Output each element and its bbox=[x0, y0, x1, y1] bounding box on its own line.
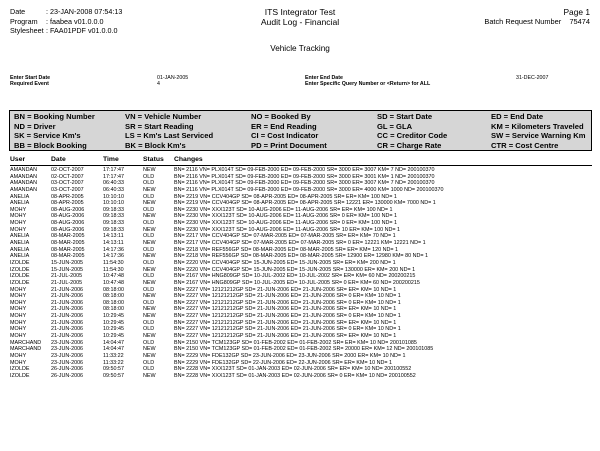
run-date-label: Date bbox=[10, 7, 26, 16]
legend-item: ED = End Date bbox=[491, 112, 544, 121]
row-time: 09:50:57 bbox=[103, 366, 124, 373]
table-body bbox=[10, 167, 592, 380]
row-time: 14:17:36 bbox=[103, 253, 124, 260]
batch-number: 75474 bbox=[569, 17, 590, 26]
row-status: NEW bbox=[143, 306, 156, 313]
row-time: 11:54:30 bbox=[103, 259, 124, 266]
table-row bbox=[10, 340, 592, 347]
table-row bbox=[10, 194, 592, 201]
table-row bbox=[10, 293, 592, 300]
row-user: MOHY bbox=[10, 206, 27, 213]
audit-log-table bbox=[10, 156, 592, 379]
row-time: 14:04:47 bbox=[103, 339, 124, 346]
column-header-user: User bbox=[10, 156, 26, 163]
row-time: 17:17:47 bbox=[103, 173, 124, 180]
row-status: OLD bbox=[143, 359, 155, 366]
row-user: MOHY bbox=[10, 299, 27, 306]
row-changes: BN= 2116 VN= PLX014T SD= 09-FEB-2000 ED= 09-FEB-2000 SR= 3000 ER= 4000 KM= 1000 ND= 200100370 bbox=[174, 186, 444, 193]
row-changes: BN= 2150 VN= TCM123GP SD= 01-FEB-2002 ED= 01-FEB-2002 SR= ER= KM= 10 ND= 200101085 bbox=[174, 339, 417, 346]
row-user: IZOLDE bbox=[10, 259, 30, 266]
legend-item: BB = Block Booking bbox=[14, 140, 87, 150]
table-row bbox=[10, 326, 592, 333]
row-changes: BN= 2227 VN= 12121212GP SD= 21-JUN-2006 ED= 21-JUN-2006 SR= ER= KM= 10 ND= 1 bbox=[174, 306, 397, 313]
row-time: 09:50:57 bbox=[103, 372, 124, 379]
table-row bbox=[10, 366, 592, 373]
row-time: 08:18:00 bbox=[103, 293, 124, 300]
row-changes: BN= 2227 VN= 12121212GP SD= 21-JUN-2006 ED= 21-JUN-2006 SR= ER= KM= 10 ND= 1 bbox=[174, 333, 397, 340]
start-date-value: 01-JAN-2005 bbox=[157, 75, 189, 81]
table-row bbox=[10, 360, 592, 367]
row-user: MOHY bbox=[10, 286, 27, 293]
row-status: NEW bbox=[143, 346, 156, 353]
row-date: 21-JUL-2005 bbox=[51, 279, 83, 286]
row-date: 21-JUL-2005 bbox=[51, 273, 83, 280]
legend-item: LS = Km's Last Serviced bbox=[125, 131, 214, 140]
row-user: MOHY bbox=[10, 306, 27, 313]
row-status: OLD bbox=[143, 299, 155, 306]
row-user: ANELIA bbox=[10, 193, 30, 200]
row-changes: BN= 2218 VN= REF556GP SD= 08-MAR-2005 ED= 08-MAR-2005 SR= 12900 ER= 12980 KM= 80 ND= 1 bbox=[174, 253, 428, 260]
start-date-label: Enter Start Date bbox=[10, 75, 51, 81]
table-row bbox=[10, 320, 592, 327]
table-row bbox=[10, 346, 592, 353]
table-row bbox=[10, 333, 592, 340]
header-rule bbox=[10, 165, 592, 166]
legend-item: KM = Kilometers Traveled bbox=[491, 121, 584, 131]
row-date: 08-MAR-2005 bbox=[51, 253, 85, 260]
row-changes: BN= 2116 VN= PLX014T SD= 09-FEB-2000 ED= 09-FEB-2000 SR= 3000 ER= 3007 KM= 7 ND= 200100370 bbox=[174, 180, 435, 187]
table-row bbox=[10, 227, 592, 234]
row-status: NEW bbox=[143, 253, 156, 260]
row-changes: BN= 2229 VN= FDE132GP SD= 23-JUN-2006 ED= 23-JUN-2006 SR= 2000 ER= KM= 10 ND= 1 bbox=[174, 352, 406, 359]
legend-item: ND = Driver bbox=[14, 121, 56, 131]
row-changes: BN= 2230 VN= XXX123T SD= 10-AUG-2006 ED= 11-AUG-2006 SR= 0 ER= KM= 100 ND= 1 bbox=[174, 213, 398, 220]
row-time: 06:40:33 bbox=[103, 186, 124, 193]
row-changes: BN= 2116 VN= PLX014T SD= 09-FEB-2000 ED= 09-FEB-2000 SR= 3000 ER= 3007 KM= 7 ND= 200100370 bbox=[174, 167, 435, 173]
legend-item: CTR = Cost Centre bbox=[491, 140, 559, 150]
table-row bbox=[10, 233, 592, 240]
row-date: 21-JUN-2006 bbox=[51, 313, 84, 320]
row-user: AMANDAN bbox=[10, 167, 37, 173]
row-changes: BN= 2220 VN= CCV404GP SD= 15-JUN-2005 ED= 15-JUN-2005 SR= 130000 ER= KM= 200 ND= 1 bbox=[174, 266, 416, 273]
row-date: 15-JUN-2005 bbox=[51, 266, 84, 273]
row-status: OLD bbox=[143, 339, 155, 346]
row-time: 10:10:10 bbox=[103, 193, 124, 200]
table-row bbox=[10, 373, 592, 380]
row-changes: BN= 2218 VN= REF556GP SD= 08-MAR-2005 ED= 08-MAR-2005 SR= ER= KM= 120 ND= 1 bbox=[174, 246, 399, 253]
table-row bbox=[10, 247, 592, 254]
legend-item: PD = Print Document bbox=[251, 140, 327, 150]
row-user: MOHY bbox=[10, 352, 27, 359]
row-status: OLD bbox=[143, 326, 155, 333]
row-status: NEW bbox=[143, 333, 156, 340]
row-changes: BN= 2227 VN= 12121212GP SD= 21-JUN-2006 ED= 21-JUN-2006 SR= 0 ER= KM= 10 ND= 1 bbox=[174, 313, 401, 320]
row-status: OLD bbox=[143, 366, 155, 373]
row-user: ANELIA bbox=[10, 200, 30, 207]
query-number-label: Enter Specific Query Number or <Return> for ALL bbox=[305, 81, 431, 88]
row-user: MOHY bbox=[10, 226, 27, 233]
row-changes: BN= 2230 VN= XXX123T SD= 10-AUG-2006 ED= 11-AUG-2006 SR= 0 ER= KM= 100 ND= 1 bbox=[174, 220, 398, 227]
row-date: 08-MAR-2005 bbox=[51, 246, 85, 253]
row-time: 09:18:33 bbox=[103, 226, 124, 233]
row-status: NEW bbox=[143, 372, 156, 379]
row-changes: BN= 2217 VN= CCV404GP SD= 07-MAR-2005 ED= 07-MAR-2005 SR= ER= KM= 70 ND= 1 bbox=[174, 233, 396, 240]
row-changes: BN= 2167 VN= HNG809GP SD= 10-JUL-2002 ED= 10-JUL-2002 SR= ER= KM= 60 ND= 200200215 bbox=[174, 273, 416, 280]
row-user: IZOLDE bbox=[10, 279, 30, 286]
table-row bbox=[10, 213, 592, 220]
legend-item: CR = Charge Rate bbox=[377, 140, 442, 150]
table-row bbox=[10, 207, 592, 214]
row-user: MARCHAND bbox=[10, 339, 42, 346]
row-time: 14:13:11 bbox=[103, 233, 124, 240]
row-time: 10:47:48 bbox=[103, 279, 124, 286]
table-row bbox=[10, 300, 592, 307]
row-changes: BN= 2220 VN= CCV404GP SD= 15-JUN-2005 ED= 15-JUN-2005 SR= ER= KM= 200 ND= 1 bbox=[174, 259, 396, 266]
row-status: OLD bbox=[143, 246, 155, 253]
legend-item: BN = Booking Number bbox=[14, 112, 95, 121]
row-time: 10:10:10 bbox=[103, 200, 124, 207]
row-date: 08-AUG-2006 bbox=[51, 213, 85, 220]
row-time: 11:33:22 bbox=[103, 352, 124, 359]
row-status: OLD bbox=[143, 273, 155, 280]
row-date: 23-JUN-2006 bbox=[51, 346, 84, 353]
row-date: 08-APR-2005 bbox=[51, 193, 84, 200]
row-time: 08:18:00 bbox=[103, 286, 124, 293]
row-changes: BN= 2229 VN= FDE132GP SD= 22-JUN-2006 ED= 22-JUN-2006 SR= ER= KM= 10 ND= 1 bbox=[174, 359, 393, 366]
program-value: : faabea v01.0.0.0 bbox=[46, 16, 104, 26]
stylesheet-value: : FAA01PDF v01.0.0.0 bbox=[46, 26, 118, 36]
row-date: 02-OCT-2007 bbox=[51, 173, 84, 180]
row-status: NEW bbox=[143, 213, 156, 220]
row-time: 14:17:36 bbox=[103, 246, 124, 253]
table-row bbox=[10, 273, 592, 280]
row-time: 10:29:45 bbox=[103, 333, 124, 340]
row-changes: BN= 2228 VN= XXX123T SD= 01-JAN-2003 ED= 02-JUN-2006 SR= 0 ER= KM= 10 ND= 200100552 bbox=[174, 372, 416, 379]
row-status: OLD bbox=[143, 233, 155, 240]
row-date: 21-JUN-2006 bbox=[51, 326, 84, 333]
batch-line bbox=[484, 17, 590, 27]
required-event-label: Required Event bbox=[10, 81, 49, 88]
params-right-values bbox=[516, 75, 548, 81]
row-date: 21-JUN-2006 bbox=[51, 333, 84, 340]
row-date: 23-JUN-2006 bbox=[51, 359, 84, 366]
row-status: NEW bbox=[143, 226, 156, 233]
report-system-title: ITS Integrator Test bbox=[264, 7, 336, 17]
row-date: 08-AUG-2006 bbox=[51, 226, 85, 233]
end-date-label: Enter End Date bbox=[305, 75, 343, 81]
row-user: ANELIA bbox=[10, 240, 30, 247]
legend-item: SW = Service Warning Km bbox=[491, 131, 586, 140]
report-paging bbox=[484, 7, 590, 27]
row-time: 14:13:11 bbox=[103, 240, 124, 247]
legend-item: CI = Cost Indicator bbox=[251, 131, 319, 140]
row-time: 09:18:33 bbox=[103, 213, 124, 220]
row-date: 26-JUN-2006 bbox=[51, 366, 84, 373]
row-date: 03-OCT-2007 bbox=[51, 186, 84, 193]
row-status: NEW bbox=[143, 186, 156, 193]
row-status: OLD bbox=[143, 220, 155, 227]
row-time: 11:33:22 bbox=[103, 359, 124, 366]
row-date: 21-JUN-2006 bbox=[51, 293, 84, 300]
row-time: 08:18:00 bbox=[103, 299, 124, 306]
row-time: 08:18:00 bbox=[103, 306, 124, 313]
row-changes: BN= 2227 VN= 12121212GP SD= 21-JUN-2006 ED= 21-JUN-2006 SR= ER= KM= 10 ND= 1 bbox=[174, 286, 397, 293]
legend-item: NO = Booked By bbox=[251, 112, 311, 121]
row-date: 08-AUG-2006 bbox=[51, 220, 85, 227]
row-date: 21-JUN-2006 bbox=[51, 319, 84, 326]
stylesheet-line bbox=[10, 26, 122, 36]
table-row bbox=[10, 240, 592, 247]
legend-item: BK = Block Km's bbox=[125, 140, 186, 150]
column-header-time: Time bbox=[103, 156, 119, 163]
row-user: MOHY bbox=[10, 333, 27, 340]
page-number: Page 1 bbox=[563, 7, 590, 17]
table-row bbox=[10, 220, 592, 227]
row-status: OLD bbox=[143, 319, 155, 326]
program-label: Program bbox=[10, 16, 38, 26]
row-user: MOHY bbox=[10, 319, 27, 326]
run-date-value: : 23-JAN-2008 07:54:13 bbox=[46, 7, 123, 16]
row-user: AMANDAN bbox=[10, 180, 37, 187]
row-user: IZOLDE bbox=[10, 266, 30, 273]
row-changes: BN= 2228 VN= XXX123T SD= 01-JAN-2003 ED= 02-JUN-2006 SR= ER= KM= 10 ND= 200100552 bbox=[174, 366, 412, 373]
end-date-value: 31-DEC-2007 bbox=[516, 75, 549, 81]
row-user: MOHY bbox=[10, 326, 27, 333]
row-date: 21-JUN-2006 bbox=[51, 306, 84, 313]
row-status: NEW bbox=[143, 266, 156, 273]
row-user: ANELIA bbox=[10, 246, 30, 253]
row-user: ANELIA bbox=[10, 253, 30, 260]
legend-item: SK = Service Km's bbox=[14, 131, 81, 140]
row-changes: BN= 2116 VN= PLX014T SD= 09-FEB-2000 ED= 09-FEB-2000 SR= 3000 ER= 3001 KM= 1 ND= 200100370 bbox=[174, 173, 435, 180]
row-time: 06:40:33 bbox=[103, 180, 124, 187]
row-user: MOHY bbox=[10, 213, 27, 220]
row-user: AMANDAN bbox=[10, 186, 37, 193]
row-date: 08-MAR-2005 bbox=[51, 233, 85, 240]
report-title: Vehicle Tracking bbox=[270, 44, 330, 53]
row-time: 14:04:47 bbox=[103, 346, 124, 353]
row-changes: BN= 2230 VN= XXX123T SD= 10-AUG-2006 ED= 11-AUG-2006 SR= 10 ER= KM= 100 ND= 1 bbox=[174, 226, 401, 233]
table-row bbox=[10, 180, 592, 187]
row-time: 10:29:45 bbox=[103, 313, 124, 320]
table-row bbox=[10, 313, 592, 320]
row-user: MOHY bbox=[10, 293, 27, 300]
table-row bbox=[10, 167, 592, 174]
table-row bbox=[10, 260, 592, 267]
row-changes: BN= 2217 VN= CCV404GP SD= 07-MAR-2005 ED= 07-MAR-2005 SR= 0 ER= 12221 KM= 12221 ND= 1 bbox=[174, 240, 426, 247]
row-user: MOHY bbox=[10, 313, 27, 320]
column-header-status: Status bbox=[143, 156, 164, 163]
row-changes: BN= 2230 VN= XXX123T SD= 10-AUG-2006 ED= 11-AUG-2006 SR= ER= KM= 100 ND= 1 bbox=[174, 206, 393, 213]
row-changes: BN= 2227 VN= 12121212GP SD= 21-JUN-2006 ED= 21-JUN-2006 SR= 0 ER= KM= 10 ND= 1 bbox=[174, 326, 401, 333]
table-row bbox=[10, 200, 592, 207]
table-row bbox=[10, 287, 592, 294]
row-status: OLD bbox=[143, 180, 155, 187]
row-user: MOHY bbox=[10, 220, 27, 227]
stylesheet-label: Stylesheet bbox=[10, 26, 44, 36]
row-user: MOHY bbox=[10, 359, 27, 366]
row-user: IZOLDE bbox=[10, 273, 30, 280]
row-time: 09:18:33 bbox=[103, 220, 124, 227]
row-status: NEW bbox=[143, 279, 156, 286]
row-user: MARCHAND bbox=[10, 346, 42, 353]
row-user: IZOLDE bbox=[10, 366, 30, 373]
row-date: 15-JUN-2005 bbox=[51, 259, 84, 266]
row-date: 02-OCT-2007 bbox=[51, 167, 84, 173]
row-user: ANELIA bbox=[10, 233, 30, 240]
legend-item: CC = Creditor Code bbox=[377, 131, 448, 140]
row-status: NEW bbox=[143, 240, 156, 247]
row-time: 17:17:47 bbox=[103, 167, 124, 173]
row-date: 23-JUN-2006 bbox=[51, 339, 84, 346]
row-status: OLD bbox=[143, 206, 155, 213]
table-row bbox=[10, 306, 592, 313]
row-changes: BN= 2167 VN= HNG809GP SD= 10-JUL-2005 ED= 10-JUL-2005 SR= 0 ER= KM= 60 ND= 200200215 bbox=[174, 279, 420, 286]
legend-item: SR = Start Reading bbox=[125, 121, 194, 131]
row-date: 26-JUN-2006 bbox=[51, 372, 84, 379]
column-header-changes: Changes bbox=[174, 156, 203, 163]
params-right-labels bbox=[305, 75, 485, 88]
table-row bbox=[10, 280, 592, 287]
table-row bbox=[10, 187, 592, 194]
row-time: 10:29:45 bbox=[103, 326, 124, 333]
row-date: 08-MAR-2005 bbox=[51, 240, 85, 247]
table-row bbox=[10, 267, 592, 274]
legend-item: SD = Start Date bbox=[377, 112, 433, 121]
row-changes: BN= 2227 VN= 12121212GP SD= 21-JUN-2006 ED= 21-JUN-2006 SR= 0 ER= KM= 10 ND= 1 bbox=[174, 299, 401, 306]
row-status: NEW bbox=[143, 293, 156, 300]
row-date: 21-JUN-2006 bbox=[51, 299, 84, 306]
column-header-date: Date bbox=[51, 156, 66, 163]
table-header bbox=[10, 156, 592, 166]
row-changes: BN= 2150 VN= TCM123GP SD= 01-FEB-2002 ED= 01-FEB-2002 SR= 20000 ER= KM= 12 ND= 200101085 bbox=[174, 346, 434, 353]
table-row bbox=[10, 253, 592, 260]
row-date: 08-AUG-2006 bbox=[51, 206, 85, 213]
row-user: AMANDAN bbox=[10, 173, 37, 180]
table-row bbox=[10, 174, 592, 181]
abbreviation-legend bbox=[9, 110, 592, 151]
row-date: 23-JUN-2006 bbox=[51, 352, 84, 359]
legend-item: GL = GLA bbox=[377, 121, 413, 131]
row-status: NEW bbox=[143, 200, 156, 207]
row-status: NEW bbox=[143, 167, 156, 173]
row-date: 03-OCT-2007 bbox=[51, 180, 84, 187]
row-status: OLD bbox=[143, 173, 155, 180]
row-date: 08-APR-2005 bbox=[51, 200, 84, 207]
row-time: 10:47:48 bbox=[103, 273, 124, 280]
table-row bbox=[10, 353, 592, 360]
legend-item: ER = End Reading bbox=[251, 121, 317, 131]
row-time: 11:54:30 bbox=[103, 266, 124, 273]
row-user: IZOLDE bbox=[10, 372, 30, 379]
row-status: OLD bbox=[143, 286, 155, 293]
legend-item: VN = Vehicle Number bbox=[125, 112, 202, 121]
row-status: NEW bbox=[143, 313, 156, 320]
row-status: NEW bbox=[143, 352, 156, 359]
row-changes: BN= 2219 VN= CCV404GP SD= 08-APR-2005 ED= 08-APR-2005 SR= ER= KM= 100 ND= 1 bbox=[174, 193, 397, 200]
row-changes: BN= 2219 VN= CCV404GP SD= 08-APR-2005 ED= 08-APR-2005 SR= 12221 ER= 130000 KM= 7000 ND= 1 bbox=[174, 200, 436, 207]
required-event-value: 4 bbox=[157, 81, 160, 88]
row-time: 10:29:45 bbox=[103, 319, 124, 326]
row-changes: BN= 2227 VN= 12121212GP SD= 21-JUN-2006 ED= 21-JUN-2006 SR= ER= KM= 10 ND= 1 bbox=[174, 319, 397, 326]
row-status: OLD bbox=[143, 259, 155, 266]
row-date: 21-JUN-2006 bbox=[51, 286, 84, 293]
row-status: OLD bbox=[143, 193, 155, 200]
params-left-values bbox=[157, 75, 188, 88]
params-left-labels bbox=[10, 75, 50, 88]
row-time: 09:18:33 bbox=[103, 206, 124, 213]
row-changes: BN= 2227 VN= 12121212GP SD= 21-JUN-2006 ED= 21-JUN-2006 SR= 0 ER= KM= 10 ND= 1 bbox=[174, 293, 401, 300]
report-subtitle: Audit Log - Financial bbox=[260, 17, 340, 27]
batch-label: Batch Request Number bbox=[484, 17, 562, 26]
